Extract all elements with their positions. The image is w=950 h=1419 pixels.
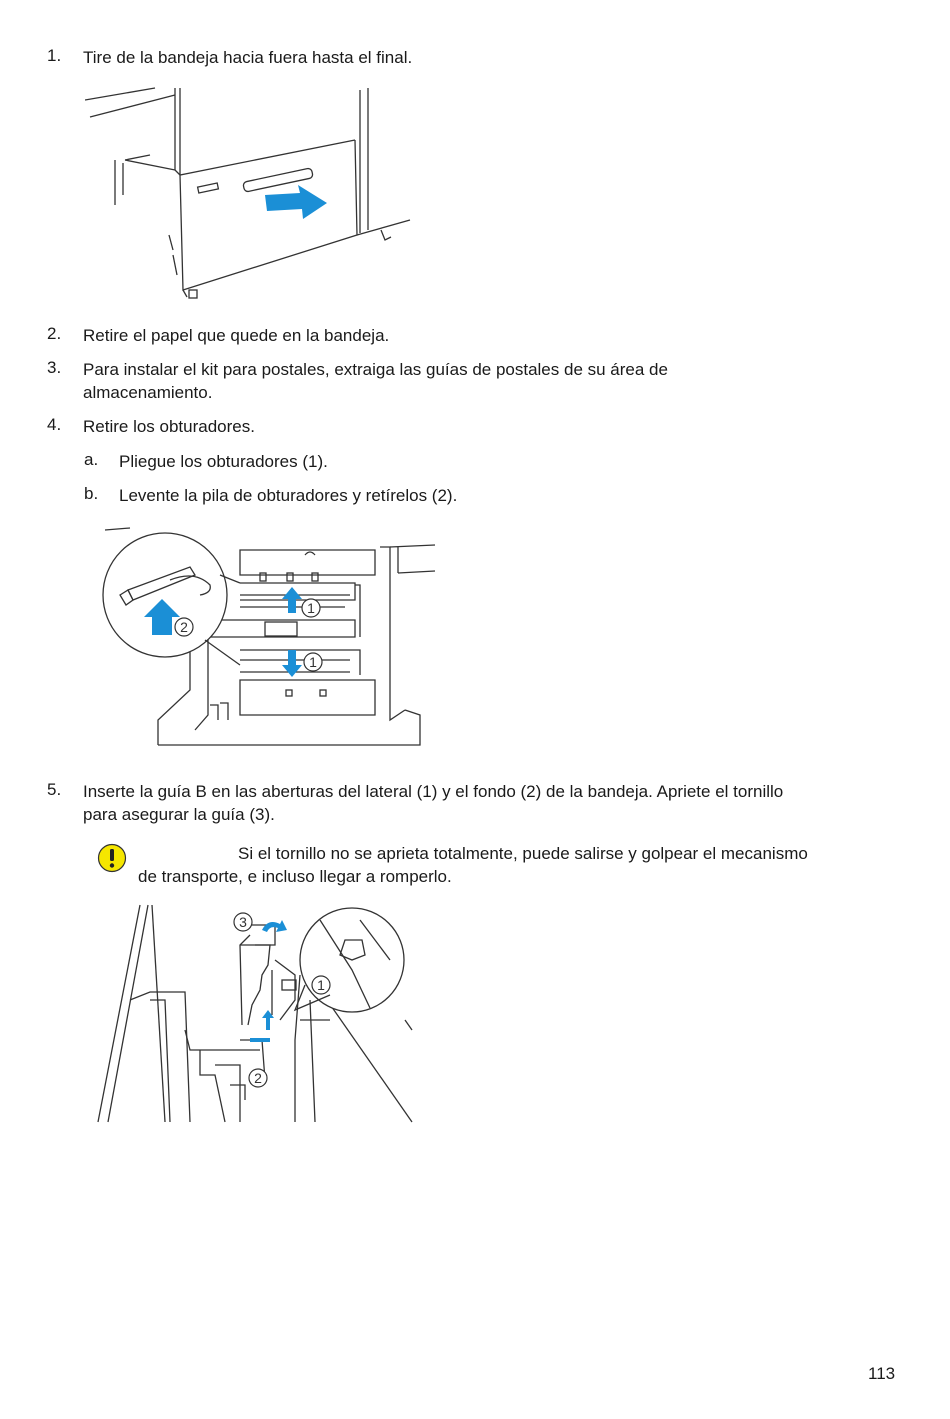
caution-text-line1: Si el tornillo no se aprieta totalmente, puede salirse y golpear el mecanismo bbox=[238, 844, 808, 863]
figure3-callout-1: 1 bbox=[317, 977, 325, 993]
figure3-callout-2: 2 bbox=[254, 1070, 262, 1086]
figure3-callout-3: 3 bbox=[239, 914, 247, 930]
step-3-number: 3. bbox=[47, 358, 62, 377]
step-3-text-cont: almacenamiento. bbox=[83, 383, 213, 402]
figure-insert-guide-b bbox=[90, 900, 415, 1125]
step-2-text: Retire el papel que quede en la bandeja. bbox=[83, 326, 390, 345]
step-3-text: Para instalar el kit para postales, extraiga las guías de postales de su área de bbox=[83, 360, 668, 379]
step-4-text: Retire los obturadores. bbox=[83, 417, 255, 436]
step-5-text-cont: para asegurar la guía (3). bbox=[83, 805, 275, 824]
insert-bottom-arrow-icon bbox=[250, 1038, 270, 1042]
figure2-callout-2: 2 bbox=[180, 619, 188, 635]
step-4-number: 4. bbox=[47, 415, 62, 434]
step-1-number: 1. bbox=[47, 46, 62, 65]
substep-a-text: Pliegue los obturadores (1). bbox=[119, 452, 328, 471]
step-1-text: Tire de la bandeja hacia fuera hasta el final. bbox=[83, 48, 413, 67]
substep-a-letter: a. bbox=[84, 450, 99, 469]
substep-b-letter: b. bbox=[84, 484, 99, 503]
figure-tray-pull-out bbox=[85, 85, 415, 305]
figure2-callout-3: 1 bbox=[309, 654, 317, 670]
step-2-number: 2. bbox=[47, 324, 62, 343]
substep-b-text: Levente la pila de obturadores y retírelos (2). bbox=[119, 486, 458, 505]
pull-arrow-icon bbox=[265, 185, 327, 219]
step-5-text: Inserte la guía B en las aberturas del lateral (1) y el fondo (2) de la bandeja. Apriete el tornillo bbox=[83, 782, 784, 801]
figure2-callout-1: 1 bbox=[307, 600, 315, 616]
page-number: 113 bbox=[868, 1364, 896, 1383]
step-5-number: 5. bbox=[47, 780, 62, 799]
caution-text-line2: de transporte, e incluso llegar a romperlo. bbox=[138, 867, 452, 886]
caution-icon bbox=[97, 843, 127, 873]
figure-remove-shutters bbox=[100, 525, 440, 750]
fold-down-arrow-icon bbox=[282, 650, 302, 677]
